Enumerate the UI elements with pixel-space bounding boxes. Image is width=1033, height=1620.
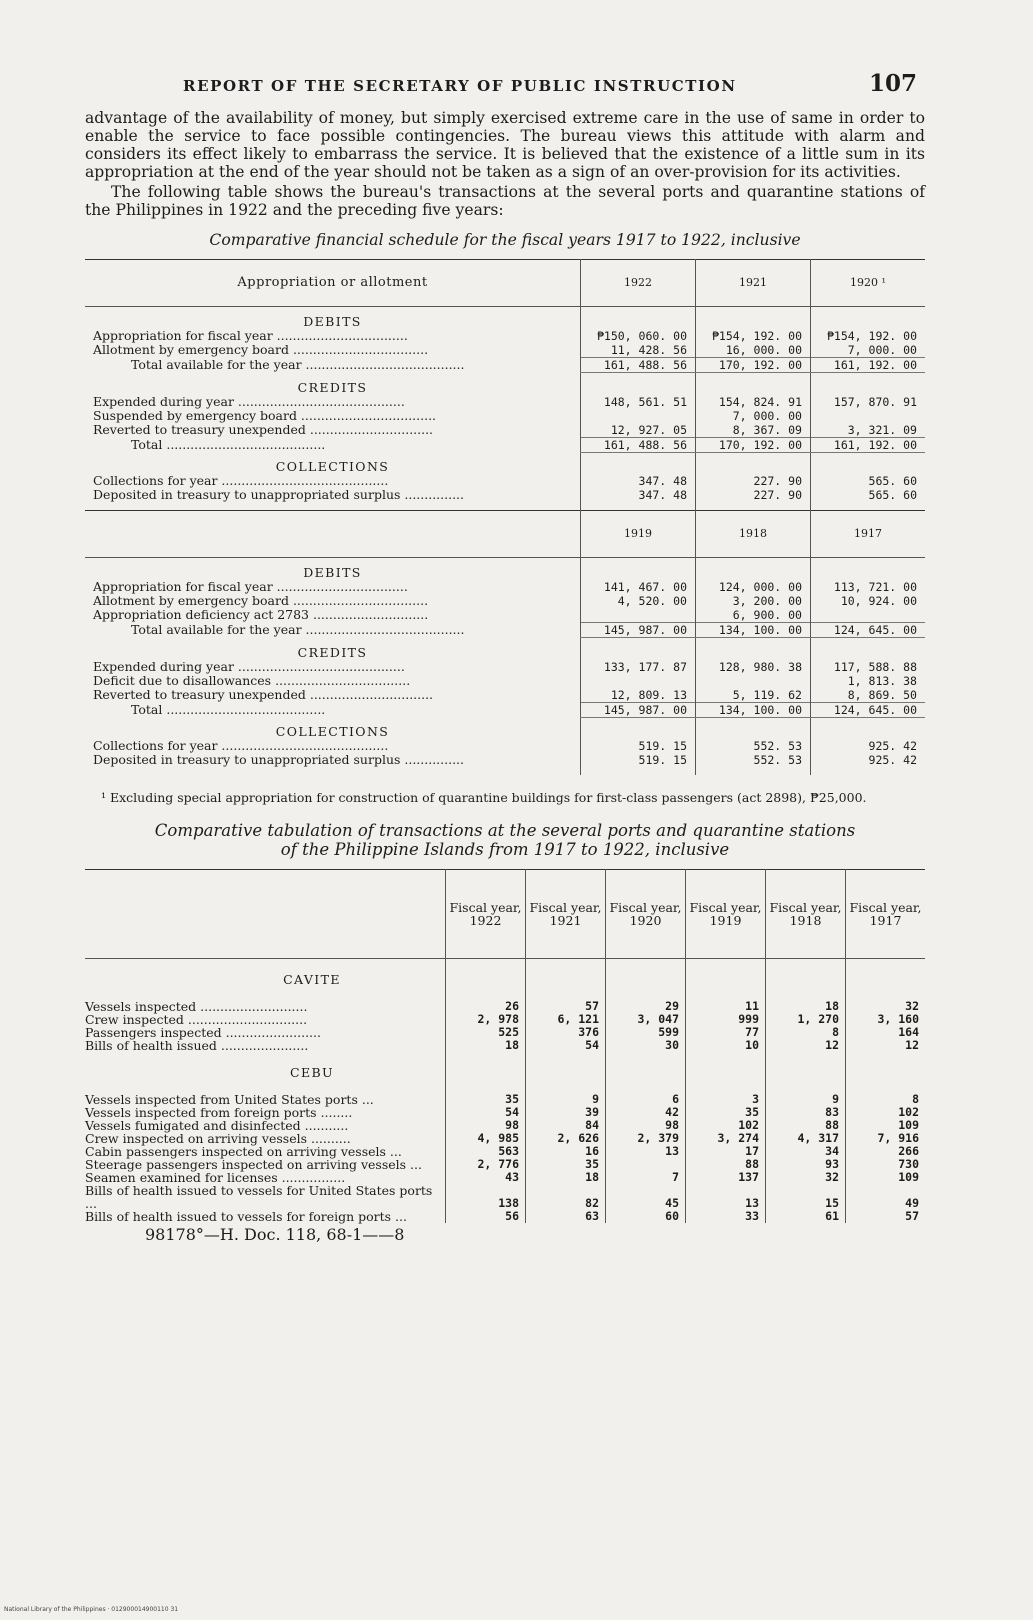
year-header: 1918 — [696, 511, 811, 558]
cell-empty — [696, 767, 811, 775]
section-title: DEBITS — [303, 565, 362, 580]
cell-empty — [696, 502, 811, 511]
cell-value: 10 — [686, 1039, 766, 1052]
row-label: Appropriation for fiscal year ................................. — [93, 579, 408, 594]
cell-value: 145, 987. 00 — [581, 623, 696, 638]
cell-value: 154, 824. 91 — [696, 395, 811, 409]
cell-value: 925. 42 — [811, 739, 926, 753]
cell-value: 43 — [446, 1171, 526, 1184]
cell-value: 35 — [526, 1158, 606, 1171]
spacer-row — [85, 502, 925, 511]
total-row — [85, 437, 925, 452]
cell-value: 102 — [686, 1119, 766, 1132]
cell-value: 83 — [766, 1106, 846, 1119]
cell-value: 30 — [606, 1039, 686, 1052]
year-header: Fiscal year, 1918 — [766, 870, 846, 959]
cell-value: 7, 000. 00 — [696, 409, 811, 423]
cell-value: 565. 60 — [811, 488, 926, 502]
page-number: 107 — [868, 70, 917, 97]
cell-value: ₱150, 060. 00 — [581, 329, 696, 343]
cell-value: 227. 90 — [696, 488, 811, 502]
cell-value: 525 — [446, 1026, 526, 1039]
cell-value: 7, 916 — [846, 1132, 926, 1145]
row-label: Allotment by emergency board .................................. — [93, 593, 429, 608]
total-row — [85, 623, 925, 638]
cell-value: 3, 047 — [606, 1013, 686, 1026]
row-label: Expended during year .......................................... — [93, 658, 405, 674]
cell-empty — [696, 307, 811, 330]
port-row — [85, 959, 925, 1001]
row-label: Vessels inspected ........................... — [85, 999, 308, 1014]
cell-value: 54 — [526, 1039, 606, 1052]
cell-value: 137 — [686, 1171, 766, 1184]
cell-value: 161, 192. 00 — [811, 358, 926, 373]
year-header: Fiscal year, 1922 — [446, 870, 526, 959]
section-row — [85, 307, 925, 330]
cell-value: ₱154, 192. 00 — [696, 329, 811, 343]
cell-value: 109 — [846, 1119, 926, 1132]
table-row — [85, 674, 925, 688]
cell-empty — [606, 959, 686, 1001]
cell-value — [696, 674, 811, 688]
port-name: CEBU — [289, 1065, 334, 1080]
cell-value: 2, 776 — [446, 1158, 526, 1171]
row-label: Appropriation deficiency act 2783 ............................. — [93, 607, 429, 623]
cell-empty — [766, 959, 846, 1001]
cell-value — [581, 674, 696, 688]
cell-empty — [606, 1052, 686, 1093]
cell-value: 347. 48 — [581, 488, 696, 502]
section-title: CREDITS — [297, 379, 368, 395]
cell-value: 12 — [846, 1039, 926, 1052]
cell-empty — [581, 373, 696, 395]
cell-empty — [696, 558, 811, 581]
cell-empty — [811, 373, 926, 395]
cell-value: 12, 809. 13 — [581, 688, 696, 703]
cell-value: 161, 488. 56 — [581, 437, 696, 452]
cell-value: 4, 317 — [766, 1132, 846, 1145]
cell-value: 9 — [526, 1093, 606, 1106]
cell-value: 39 — [526, 1106, 606, 1119]
header-row — [85, 260, 925, 307]
cell-value: 35 — [686, 1106, 766, 1119]
cell-empty — [686, 959, 766, 1001]
cell-empty — [526, 1052, 606, 1093]
cell-value: 10, 924. 00 — [811, 594, 926, 608]
cell-value: 42 — [606, 1106, 686, 1119]
cell-value: 519. 15 — [581, 753, 696, 767]
cell-value: ₱154, 192. 00 — [811, 329, 926, 343]
cell-value: 102 — [846, 1106, 926, 1119]
row-label: Bills of health issued to vessels for foreign ports ... — [85, 1209, 407, 1224]
cell-value: 26 — [446, 1000, 526, 1013]
cell-value: 599 — [606, 1026, 686, 1039]
row-label: Deposited in treasury to unappropriated surplus ............... — [93, 752, 464, 767]
section-row — [85, 452, 925, 474]
cell-value: 60 — [606, 1210, 686, 1223]
cell-value: 98 — [446, 1119, 526, 1132]
cell-value: 32 — [766, 1171, 846, 1184]
row-label: Crew inspected .............................. — [85, 1012, 308, 1027]
year-header: 1922 — [581, 260, 696, 307]
cell-empty — [811, 767, 926, 775]
cell-value: 4, 520. 00 — [581, 594, 696, 608]
scan-imprint: National Library of the Philippines · 012900014900110 31 — [4, 1606, 179, 1613]
section-title: COLLECTIONS — [275, 724, 390, 739]
cell-value: 7, 000. 00 — [811, 343, 926, 358]
cell-empty — [811, 452, 926, 474]
cell-empty — [686, 1052, 766, 1093]
cell-value: 18 — [446, 1039, 526, 1052]
cell-value: 170, 192. 00 — [696, 437, 811, 452]
cell-value: 3, 321. 09 — [811, 423, 926, 438]
cell-empty — [846, 959, 926, 1001]
column-header — [85, 870, 446, 959]
cell-empty — [696, 638, 811, 660]
cell-empty — [766, 1052, 846, 1093]
cell-value: 13 — [686, 1184, 766, 1210]
row-label: Deficit due to disallowances .................................. — [93, 672, 411, 688]
footnote: ¹ Excluding special appropriation for construction of quarantine buildings for first-class passengers (act 2898), ₱25,000. — [101, 790, 867, 805]
cell-value: 88 — [686, 1158, 766, 1171]
cell-value: 3, 274 — [686, 1132, 766, 1145]
cell-value: 6, 900. 00 — [696, 608, 811, 623]
table-row — [85, 739, 925, 753]
table-row — [85, 395, 925, 409]
row-label: Cabin passengers inspected on arriving vessels ... — [85, 1144, 402, 1159]
cell-empty — [581, 307, 696, 330]
cell-empty — [846, 1052, 926, 1093]
row-label: Suspended by emergency board .................................. — [93, 407, 437, 423]
port-name: CAVITE — [283, 972, 341, 987]
cell-value: 82 — [526, 1184, 606, 1210]
section-row — [85, 638, 925, 660]
signature-line: 98178°—H. Doc. 118, 68-1——8 — [145, 1225, 405, 1244]
cell-empty — [696, 373, 811, 395]
row-label: Total ........................................ — [131, 701, 326, 717]
paragraph: advantage of the availability of money, but simply exercised extreme care in the use of same in order to enable the service to face possible contingencies. The bureau views this attitude with alarm and considers its effect likely to embarrass the service. It is believed that the existence of a little sum in its appropriation at the end of the year should not be taken as a sign of an over-provision for its activities. — [85, 109, 925, 181]
cell-value: 266 — [846, 1145, 926, 1158]
table-row — [85, 753, 925, 767]
header-row — [85, 511, 925, 558]
cell-value: 3, 200. 00 — [696, 594, 811, 608]
row-label: Seamen examined for licenses ................ — [85, 1170, 346, 1185]
table-row — [85, 594, 925, 608]
cell-value: 128, 980. 38 — [696, 660, 811, 674]
table-row — [85, 608, 925, 623]
spacer — [85, 502, 581, 511]
cell-value: 552. 53 — [696, 753, 811, 767]
section-title: CREDITS — [297, 644, 368, 660]
section-row — [85, 373, 925, 395]
table-row — [85, 1184, 925, 1210]
cell-value: 730 — [846, 1158, 926, 1171]
row-label: Total ........................................ — [131, 436, 326, 452]
cell-value: 563 — [446, 1145, 526, 1158]
cell-value: 157, 870. 91 — [811, 395, 926, 409]
spacer — [85, 767, 581, 775]
row-label: Bills of health issued to vessels for United States ports ... — [85, 1183, 433, 1211]
cell-value — [811, 608, 926, 623]
cell-value: 999 — [686, 1013, 766, 1026]
cell-empty — [581, 767, 696, 775]
header-row — [85, 870, 925, 959]
cell-value: 138 — [446, 1184, 526, 1210]
cell-value: 29 — [606, 1000, 686, 1013]
cell-value: 133, 177. 87 — [581, 660, 696, 674]
table-row — [85, 1210, 925, 1223]
cell-value: 12 — [766, 1039, 846, 1052]
section-row — [85, 558, 925, 581]
table-row — [85, 409, 925, 423]
port-row — [85, 1052, 925, 1093]
cell-value: 13 — [606, 1145, 686, 1158]
cell-value: 9 — [766, 1093, 846, 1106]
table-row — [85, 1039, 925, 1052]
table-row — [85, 474, 925, 488]
cell-value: 117, 588. 88 — [811, 660, 926, 674]
section-title: DEBITS — [303, 314, 362, 329]
section-title: COLLECTIONS — [275, 459, 390, 474]
cell-value: 6, 121 — [526, 1013, 606, 1026]
cell-value: 32 — [846, 1000, 926, 1013]
running-head — [85, 70, 925, 97]
table-row — [85, 423, 925, 438]
row-label: Total available for the year ........................................ — [131, 622, 465, 637]
cell-value: 8, 367. 09 — [696, 423, 811, 438]
cell-value: 84 — [526, 1119, 606, 1132]
cell-value: 33 — [686, 1210, 766, 1223]
cell-empty — [696, 452, 811, 474]
row-label: Expended during year .......................................... — [93, 393, 405, 409]
cell-value: 3 — [686, 1093, 766, 1106]
cell-value: 2, 379 — [606, 1132, 686, 1145]
year-header: 1917 — [811, 511, 926, 558]
cell-value: 57 — [846, 1210, 926, 1223]
cell-value: 161, 192. 00 — [811, 437, 926, 452]
cell-value: 925. 42 — [811, 753, 926, 767]
table-row — [85, 343, 925, 358]
cell-value: 2, 626 — [526, 1132, 606, 1145]
year-header: 1919 — [581, 511, 696, 558]
cell-empty — [446, 959, 526, 1001]
table-row — [85, 488, 925, 502]
total-row — [85, 358, 925, 373]
row-label: Reverted to treasury unexpended ............................... — [93, 421, 434, 437]
cell-value: 134, 100. 00 — [696, 702, 811, 717]
row-label: Vessels inspected from United States ports ... — [85, 1092, 374, 1107]
cell-value: 124, 000. 00 — [696, 580, 811, 594]
table-row — [85, 688, 925, 703]
cell-value: 8 — [846, 1093, 926, 1106]
cell-value: 4, 985 — [446, 1132, 526, 1145]
cell-value: 34 — [766, 1145, 846, 1158]
row-label: Reverted to treasury unexpended ............................... — [93, 686, 434, 702]
cell-value: 1, 270 — [766, 1013, 846, 1026]
cell-value: 170, 192. 00 — [696, 358, 811, 373]
cell-empty — [696, 717, 811, 739]
cell-value: 376 — [526, 1026, 606, 1039]
row-label: Collections for year .......................................... — [93, 738, 389, 753]
cell-value: 113, 721. 00 — [811, 580, 926, 594]
cell-value: 164 — [846, 1026, 926, 1039]
cell-empty — [446, 1052, 526, 1093]
cell-value: 12, 927. 05 — [581, 423, 696, 438]
cell-value: 16, 000. 00 — [696, 343, 811, 358]
cell-value: 565. 60 — [811, 474, 926, 488]
cell-value: 18 — [526, 1171, 606, 1184]
cell-value: 161, 488. 56 — [581, 358, 696, 373]
total-row — [85, 702, 925, 717]
table-caption — [85, 821, 925, 859]
cell-empty — [581, 452, 696, 474]
cell-value: 17 — [686, 1145, 766, 1158]
cell-empty — [526, 959, 606, 1001]
row-label: Bills of health issued ...................... — [85, 1038, 309, 1053]
cell-value: 6 — [606, 1093, 686, 1106]
year-header: Fiscal year, 1917 — [846, 870, 926, 959]
cell-value: 347. 48 — [581, 474, 696, 488]
cell-value: 18 — [766, 1000, 846, 1013]
cell-value: 8, 869. 50 — [811, 688, 926, 703]
row-label: Collections for year .......................................... — [93, 473, 389, 488]
cell-empty — [811, 638, 926, 660]
cell-empty — [811, 307, 926, 330]
cell-value: 2, 978 — [446, 1013, 526, 1026]
cell-value: 77 — [686, 1026, 766, 1039]
cell-value: 519. 15 — [581, 739, 696, 753]
cell-value — [581, 608, 696, 623]
document-page — [85, 70, 925, 1244]
cell-value: 11, 428. 56 — [581, 343, 696, 358]
row-label: Appropriation for fiscal year ................................. — [93, 328, 408, 343]
cell-empty — [811, 558, 926, 581]
cell-value: 57 — [526, 1000, 606, 1013]
cell-value — [581, 409, 696, 423]
year-header: 1921 — [696, 260, 811, 307]
row-label: Passengers inspected ........................ — [85, 1025, 321, 1040]
table-row — [85, 329, 925, 343]
column-header: Appropriation or allotment — [85, 260, 581, 307]
cell-value: 1, 813. 38 — [811, 674, 926, 688]
cell-value: 109 — [846, 1171, 926, 1184]
cell-empty — [581, 717, 696, 739]
cell-empty — [581, 558, 696, 581]
transactions-table — [85, 869, 925, 1223]
row-label: Steerage passengers inspected on arriving vessels ... — [85, 1157, 422, 1172]
cell-value: 93 — [766, 1158, 846, 1171]
cell-value: 124, 645. 00 — [811, 702, 926, 717]
spacer-row — [85, 767, 925, 775]
column-header — [85, 511, 581, 558]
cell-value: 63 — [526, 1210, 606, 1223]
year-header: Fiscal year, 1919 — [686, 870, 766, 959]
cell-empty — [581, 638, 696, 660]
cell-value: 98 — [606, 1119, 686, 1132]
row-label: Allotment by emergency board .................................. — [93, 342, 429, 358]
section-row — [85, 717, 925, 739]
cell-value: 141, 467. 00 — [581, 580, 696, 594]
cell-empty — [811, 717, 926, 739]
financial-schedule-table — [85, 259, 925, 775]
cell-value: 134, 100. 00 — [696, 623, 811, 638]
table-row — [85, 660, 925, 674]
table-row — [85, 580, 925, 594]
year-header: Fiscal year, 1921 — [526, 870, 606, 959]
cell-value: 124, 645. 00 — [811, 623, 926, 638]
cell-value: 61 — [766, 1210, 846, 1223]
cell-value: 54 — [446, 1106, 526, 1119]
cell-value: 227. 90 — [696, 474, 811, 488]
cell-empty — [581, 502, 696, 511]
cell-value: 7 — [606, 1171, 686, 1184]
year-header: Fiscal year, 1920 — [606, 870, 686, 959]
cell-value: 35 — [446, 1093, 526, 1106]
cell-value: 145, 987. 00 — [581, 702, 696, 717]
row-label: Total available for the year ........................................ — [131, 357, 465, 372]
cell-value: 5, 119. 62 — [696, 688, 811, 703]
cell-value: 8 — [766, 1026, 846, 1039]
row-label: Crew inspected on arriving vessels .......... — [85, 1131, 351, 1146]
cell-value: 56 — [446, 1210, 526, 1223]
cell-value — [811, 409, 926, 423]
running-title: REPORT OF THE SECRETARY OF PUBLIC INSTRUCTION — [183, 77, 737, 95]
paragraph: The following table shows the bureau's transactions at the several ports and quarantine stations of the Philippines in 1922 and the preceding five years: — [85, 183, 925, 219]
cell-value: 3, 160 — [846, 1013, 926, 1026]
table-caption: Comparative financial schedule for the fiscal years 1917 to 1922, inclusive — [209, 231, 801, 249]
row-label: Vessels fumigated and disinfected ........... — [85, 1118, 349, 1133]
caption-line: Comparative tabulation of transactions at the several ports and quarantine stations — [154, 821, 856, 840]
caption-line: of the Philippine Islands from 1917 to 1922, inclusive — [280, 840, 730, 859]
cell-value: 148, 561. 51 — [581, 395, 696, 409]
cell-value: 49 — [846, 1184, 926, 1210]
cell-empty — [811, 502, 926, 511]
cell-value: 552. 53 — [696, 739, 811, 753]
cell-value: 45 — [606, 1184, 686, 1210]
row-label: Deposited in treasury to unappropriated surplus ............... — [93, 487, 464, 502]
year-header: 1920 ¹ — [811, 260, 926, 307]
row-label: Vessels inspected from foreign ports ........ — [85, 1105, 353, 1120]
cell-value: 15 — [766, 1184, 846, 1210]
cell-value: 88 — [766, 1119, 846, 1132]
cell-value: 11 — [686, 1000, 766, 1013]
cell-value: 16 — [526, 1145, 606, 1158]
